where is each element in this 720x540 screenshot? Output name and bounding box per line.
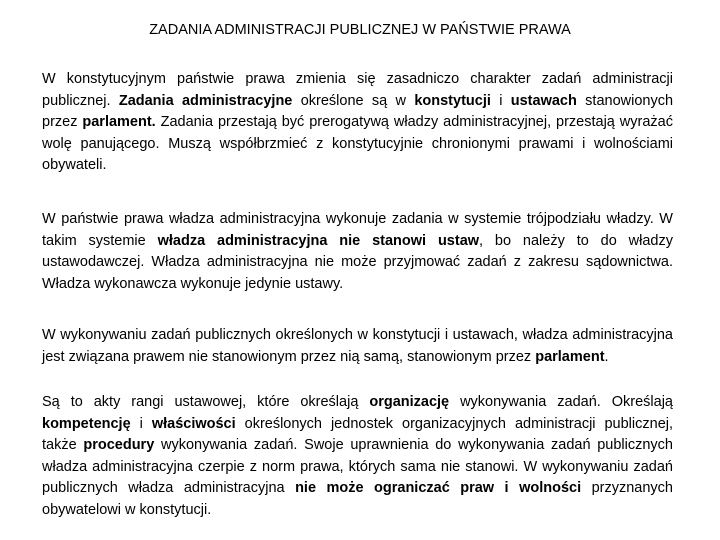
paragraph — [42, 69, 673, 177]
text-segment: Zadania przestają być prerogatywą władzy administracyjnej, przestają wyrażać wolę panującego. Muszą współbrzmieć z konstytucyjnie chronionymi prawami i wolnościami obywateli. — [42, 114, 673, 173]
bold-segment: procedury — [83, 437, 155, 453]
bold-segment: ustawach — [510, 92, 577, 109]
paragraph — [42, 209, 673, 295]
text-segment: . — [604, 348, 609, 365]
paragraph — [42, 392, 673, 521]
text-segment: przyznanych obywatelowi w konstytucji. — [42, 480, 673, 518]
text-segment: Są to akty rangi ustawowej, które określają — [42, 394, 370, 410]
bold-segment: władza administracyjna nie stanowi ustaw — [157, 232, 480, 249]
bold-segment: konstytucji — [414, 92, 491, 109]
text-segment: wykonywania zadań. Swoje uprawnienia do wykonywania zadań publicznych władza administracyjna czerpie z norm prawa, których sama nie stanowi. W wykonywaniu zadań publicznych władza administracyjna — [42, 437, 673, 496]
bold-segment: parlament — [535, 348, 605, 365]
bold-segment: właściwości — [151, 415, 236, 432]
text-segment: W konstytucyjnym państwie prawa zmienia się zasadniczo charakter zadań administracji publicznej. — [42, 71, 673, 109]
text-segment: określonych jednostek organizacyjnych administracji publicznej, także — [42, 415, 674, 453]
document-title: ZADANIA ADMINISTRACJI PUBLICZNEJ W PAŃSTWIE PRAWA — [149, 22, 571, 38]
text-segment: W państwie prawa władza administracyjna wykonuje zadania w systemie trójpodziału władzy. W takim systemie — [42, 211, 673, 249]
text-segment: i — [490, 92, 511, 109]
bold-segment: kompetencję — [42, 415, 131, 432]
bold-segment: parlament. — [82, 114, 156, 130]
text-segment: , bo należy to do władzy ustawodawczej. Władza administracyjna nie może przyjmować zadań z zakresu sądownictwa. Władza wykonawcza wykonuje jedynie ustawy. — [42, 232, 673, 292]
text-segment: i — [130, 415, 152, 432]
text-segment: W wykonywaniu zadań publicznych określonych w konstytucji i ustawach, władza administracyjna jest związana prawem nie stanowionym przez nią samą, stanowionym przez — [42, 327, 673, 365]
text-segment: określone są w — [292, 92, 415, 109]
paragraph — [42, 325, 673, 368]
bold-segment: Zadania administracyjne — [118, 92, 293, 109]
bold-segment: nie może ograniczać praw i wolności — [295, 480, 582, 496]
text-segment: stanowionych przez — [42, 92, 674, 130]
text-segment: wykonywania zadań. Określają — [449, 394, 673, 410]
bold-segment: organizację — [369, 394, 450, 410]
